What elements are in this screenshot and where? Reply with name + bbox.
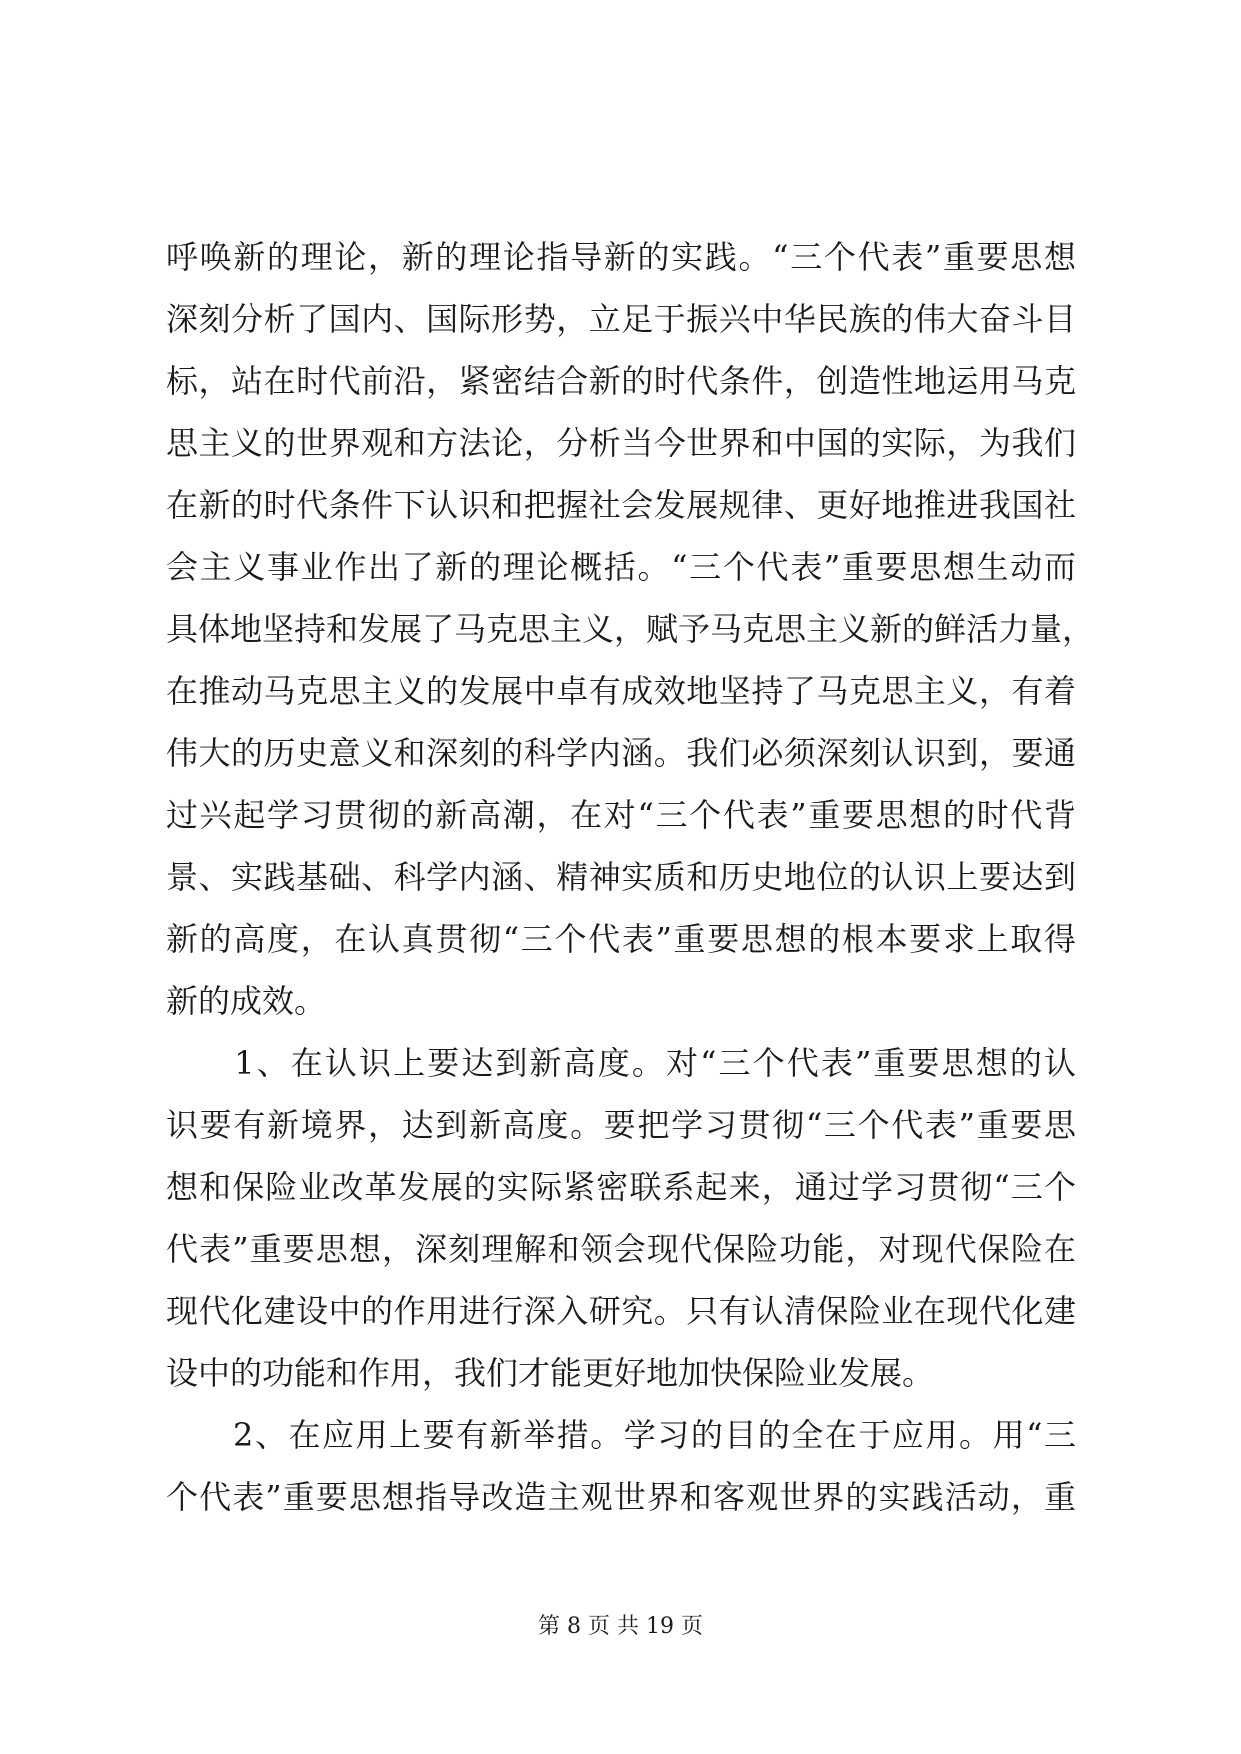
text-line: 具体地坚持和发展了马克思主义，赋予马克思主义新的鲜活力量， bbox=[166, 610, 1095, 648]
text-line: 思主义的世界观和方法论，分析当今世界和中国的实际，为我们 bbox=[166, 424, 1076, 462]
text-line: 过兴起学习贯彻的新高潮，在对“三个代表”重要思想的时代背 bbox=[166, 796, 1076, 834]
text-line: 个代表”重要思想指导改造主观世界和客观世界的实践活动，重 bbox=[166, 1478, 1076, 1516]
text-line: 伟大的历史意义和深刻的科学内涵。我们必须深刻认识到，要通 bbox=[166, 734, 1076, 772]
text-line: 在新的时代条件下认识和把握社会发展规律、更好地推进我国社 bbox=[166, 486, 1076, 524]
text-line: 设中的功能和作用，我们才能更好地加快保险业发展。 bbox=[166, 1354, 935, 1392]
text-line: 1、在认识上要达到新高度。对“三个代表”重要思想的认 bbox=[166, 1044, 1076, 1082]
body-text bbox=[166, 226, 1095, 1528]
text-line: 在推动马克思主义的发展中卓有成效地坚持了马克思主义，有着 bbox=[166, 672, 1076, 710]
text-line: 代表”重要思想，深刻理解和领会现代保险功能，对现代保险在 bbox=[166, 1230, 1076, 1268]
text-line: 识要有新境界，达到新高度。要把学习贯彻“三个代表”重要思 bbox=[166, 1106, 1076, 1144]
text-line: 2、在应用上要有新举措。学习的目的全在于应用。用“三 bbox=[166, 1416, 1076, 1454]
text-line: 现代化建设中的作用进行深入研究。只有认清保险业在现代化建 bbox=[166, 1292, 1076, 1330]
text-line: 深刻分析了国内、国际形势，立足于振兴中华民族的伟大奋斗目 bbox=[166, 300, 1076, 338]
text-line: 景、实践基础、科学内涵、精神实质和历史地位的认识上要达到 bbox=[166, 858, 1076, 896]
text-line: 呼唤新的理论，新的理论指导新的实践。“三个代表”重要思想 bbox=[166, 238, 1076, 276]
text-line: 会主义事业作出了新的理论概括。“三个代表”重要思想生动而 bbox=[166, 548, 1076, 586]
text-line: 新的成效。 bbox=[166, 982, 327, 1020]
text-line: 新的高度，在认真贯彻“三个代表”重要思想的根本要求上取得 bbox=[166, 920, 1076, 958]
text-line: 想和保险业改革发展的实际紧密联系起来，通过学习贯彻“三个 bbox=[166, 1168, 1076, 1206]
text-line: 标，站在时代前沿，紧密结合新的时代条件，创造性地运用马克 bbox=[166, 362, 1076, 400]
page-footer: 第 8 页 共 19 页 bbox=[538, 1614, 703, 1639]
